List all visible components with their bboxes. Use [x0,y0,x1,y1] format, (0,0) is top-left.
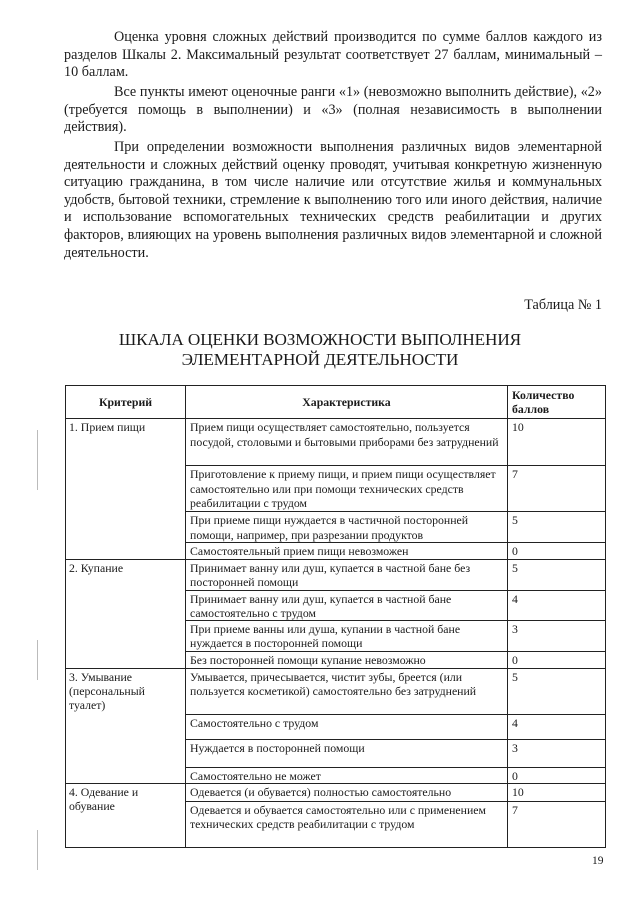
table-title [0,330,640,370]
characteristic-cell: Одевается и обувается самостоятельно или с применением технических средств реабилитации с трудом [186,802,508,848]
score-cell: 0 [508,543,606,559]
characteristic-cell: Нуждается в посторонней помощи [186,740,508,768]
table-label: Таблица № 1 [524,297,602,313]
table-row [66,784,606,802]
score-cell: 4 [508,715,606,740]
table-row [66,419,606,466]
scan-margin-mark [37,430,38,490]
score-cell: 7 [508,466,606,512]
characteristic-cell: При приеме ванны или душа, купании в частной бане нуждается в посторонней помощи [186,621,508,652]
header-score: Количество баллов [508,386,606,419]
characteristic-cell: Без посторонней помощи купание невозможно [186,652,508,669]
characteristic-cell: Самостоятельный прием пищи невозможен [186,543,508,559]
score-cell: 5 [508,512,606,543]
score-cell: 4 [508,590,606,620]
scan-margin-mark [37,640,38,680]
characteristic-cell: При приеме пищи нуждается в частичной посторонней помощи, например, при разрезании продуктов [186,512,508,543]
scan-margin-mark [37,830,38,870]
characteristic-cell: Умывается, причесывается, чистит зубы, бреется (или пользуется косметикой) самостоятельно без затруднений [186,669,508,715]
paragraph-assessment-context: При определении возможности выполнения различных видов элементарной деятельности и сложных действий оценку проводят, учитывая конкретную жизненную ситуацию гражданина, в том числе наличие или отсутствие жилья и коммунальных удобств, бытовой техники, стремление к выполнению того или иного действия, наличие и использование вспомогательных технических средств реабилитации и других факторов, влияющих на уровень выполнения различных видов элементарной и сложной деятельности. [64,139,602,261]
score-cell: 5 [508,669,606,715]
table-title-line-2: ЭЛЕМЕНТАРНОЙ ДЕЯТЕЛЬНОСТИ [181,350,459,369]
characteristic-cell: Принимает ванну или душ, купается в частной бане самостоятельно с трудом [186,590,508,620]
header-characteristic: Характеристика [186,386,508,419]
criterion-cell: 2. Купание [66,559,186,668]
criterion-cell: 3. Умывание (персональный туалет) [66,669,186,784]
score-cell: 5 [508,559,606,590]
paragraph-ranks: Все пункты имеют оценочные ранги «1» (невозможно выполнить действие), «2» (требуется помощь в выполнении) и «3» (полная независимость в выполнении действия). [64,84,602,136]
score-cell: 7 [508,802,606,848]
characteristic-cell: Принимает ванну или душ, купается в частной бане без посторонней помощи [186,559,508,590]
criterion-cell: 4. Одевание и обувание [66,784,186,848]
characteristic-cell: Приготовление к приему пищи, и прием пищи осуществляет самостоятельно или при помощи технических средств реабилитации с трудом [186,466,508,512]
header-criterion: Критерий [66,386,186,419]
score-cell: 3 [508,621,606,652]
table-header-row [66,386,606,419]
scale-table [65,385,606,848]
paragraph-scoring-sum: Оценка уровня сложных действий производится по сумме баллов каждого из разделов Шкалы 2. Максимальный результат соответствует 27 баллам, минимальный – 10 баллам. [64,29,602,81]
score-cell: 0 [508,768,606,784]
characteristic-cell: Прием пищи осуществляет самостоятельно, пользуется посудой, столовыми и бытовыми приборами без затруднений [186,419,508,466]
score-cell: 10 [508,784,606,802]
table-row [66,559,606,590]
characteristic-cell: Самостоятельно с трудом [186,715,508,740]
score-cell: 0 [508,652,606,669]
score-cell: 10 [508,419,606,466]
page-number: 19 [592,855,604,867]
table-title-line-1: ШКАЛА ОЦЕНКИ ВОЗМОЖНОСТИ ВЫПОЛНЕНИЯ [118,330,522,349]
characteristic-cell: Одевается (и обувается) полностью самостоятельно [186,784,508,802]
criterion-cell: 1. Прием пищи [66,419,186,559]
score-cell: 3 [508,740,606,768]
characteristic-cell: Самостоятельно не может [186,768,508,784]
table-row [66,669,606,715]
